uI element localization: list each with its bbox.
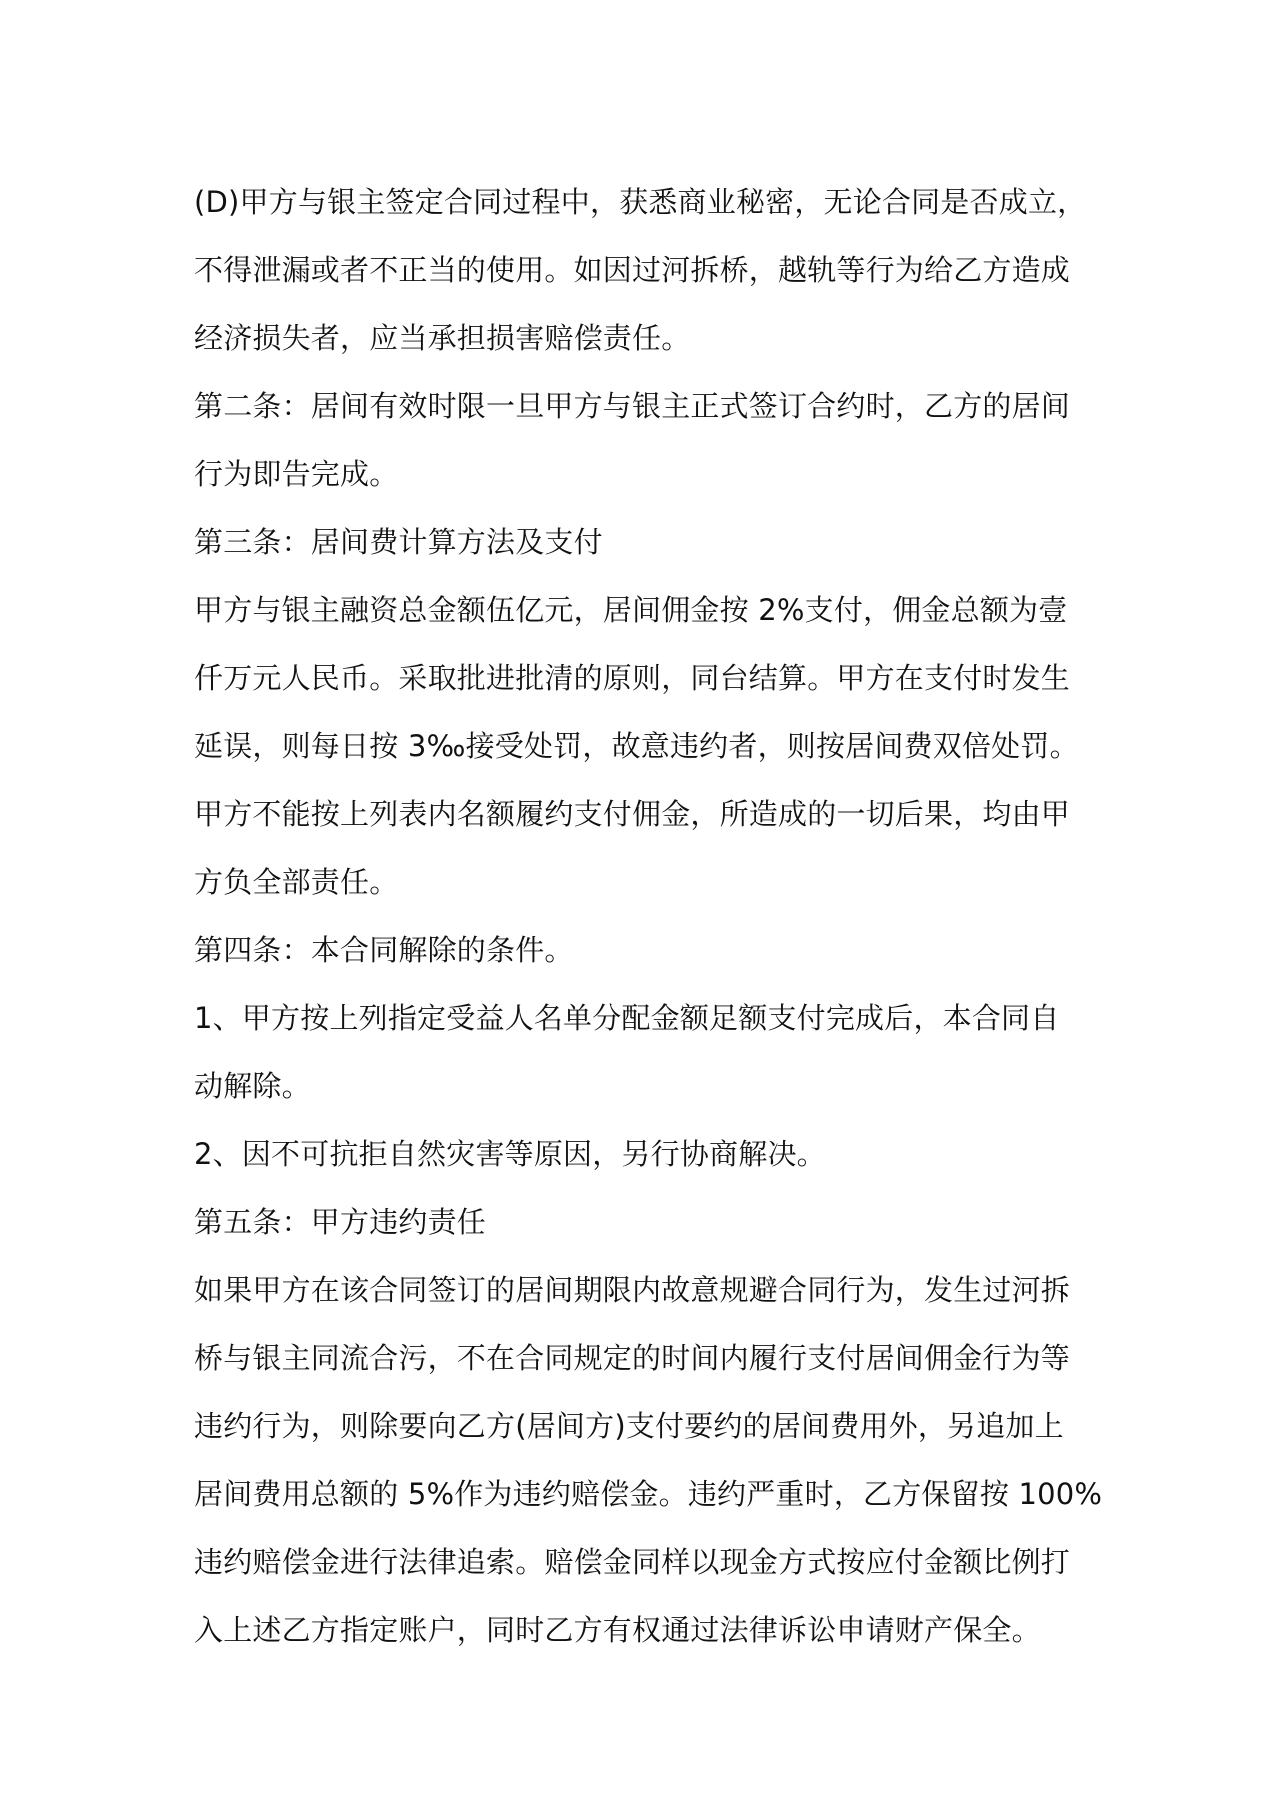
text-line: 2、因不可抗拒自然灾害等原因，另行协商解决。 (194, 1137, 826, 1171)
text-line: 方负全部责任。 (194, 865, 399, 899)
text-line: 延误，则每日按 3‰接受处罚，故意违约者，则按居间费双倍处罚。 (194, 729, 1079, 763)
text-line: 桥与银主同流合污，不在合同规定的时间内履行支付居间佣金行为等 (194, 1341, 1071, 1375)
text-line: 不得泄漏或者不正当的使用。如因过河拆桥，越轨等行为给乙方造成 (194, 253, 1071, 287)
text-line: 违约赔偿金进行法律追索。赔偿金同样以现金方式按应付金额比例打 (194, 1545, 1071, 1579)
document-body (194, 168, 1103, 1664)
text-line: 居间费用总额的 5%作为违约赔偿金。违约严重时，乙方保留按 100% (194, 1477, 1103, 1511)
section-heading: 第四条：本合同解除的条件。 (194, 933, 574, 967)
section-heading: 第三条：居间费计算方法及支付 (194, 525, 603, 559)
text-line: 动解除。 (194, 1069, 311, 1103)
text-line: 入上述乙方指定账户，同时乙方有权通过法律诉讼申请财产保全。 (194, 1613, 1041, 1647)
section-heading: 第五条：甲方违约责任 (194, 1205, 487, 1239)
text-line: 仟万元人民币。采取批进批清的原则，同台结算。甲方在支付时发生 (194, 661, 1071, 695)
text-line: 经济损失者，应当承担损害赔偿责任。 (194, 321, 691, 355)
text-line: 第二条：居间有效时限一旦甲方与银主正式签订合约时，乙方的居间 (194, 389, 1071, 423)
text-line: 行为即告完成。 (194, 457, 399, 491)
text-line: 如果甲方在该合同签订的居间期限内故意规避合同行为，发生过河拆 (194, 1273, 1071, 1307)
text-line: 甲方不能按上列表内名额履约支付佣金，所造成的一切后果，均由甲 (194, 797, 1071, 831)
text-line: 违约行为，则除要向乙方(居间方)支付要约的居间费用外，另追加上 (194, 1409, 1064, 1443)
text-line: 1、甲方按上列指定受益人名单分配金额足额支付完成后，本合同自 (194, 1001, 1060, 1035)
text-line: (D)甲方与银主签定合同过程中，获悉商业秘密，无论合同是否成立， (194, 185, 1087, 219)
text-line: 甲方与银主融资总金额伍亿元，居间佣金按 2%支付，佣金总额为壹 (194, 593, 1068, 627)
